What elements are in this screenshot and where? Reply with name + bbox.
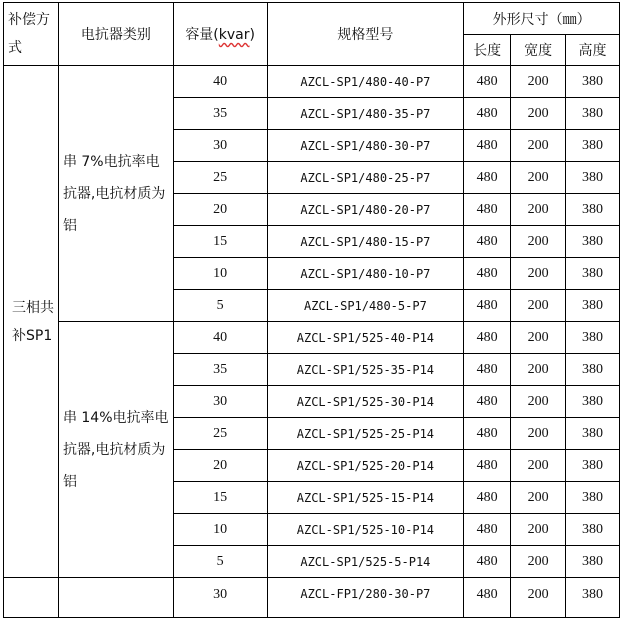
- model-cell: AZCL-SP1/480-5-P7: [267, 290, 464, 322]
- header-method-label: 补偿方式: [8, 12, 50, 56]
- capacity-cell: 5: [173, 546, 267, 578]
- height-cell: 380: [566, 482, 620, 514]
- capacity-cell: 35: [173, 98, 267, 130]
- model-cell: AZCL-SP1/525-5-P14: [267, 546, 464, 578]
- capacity-cell: 30: [173, 578, 267, 618]
- table-row: [4, 322, 620, 354]
- width-cell: 200: [511, 354, 566, 386]
- capacity-cell: 5: [173, 290, 267, 322]
- width-cell: 200: [511, 66, 566, 98]
- height-cell: 380: [566, 130, 620, 162]
- height-cell: 380: [566, 66, 620, 98]
- model-cell: AZCL-SP1/480-25-P7: [267, 162, 464, 194]
- model-cell: AZCL-SP1/525-30-P14: [267, 386, 464, 418]
- capacity-cell: 30: [173, 386, 267, 418]
- length-cell: 480: [464, 514, 511, 546]
- height-cell: 380: [566, 418, 620, 450]
- model-cell: AZCL-SP1/525-20-P14: [267, 450, 464, 482]
- category-cell: 串 14%电抗率电抗器,电抗材质为铝: [58, 322, 173, 578]
- width-cell: 200: [511, 482, 566, 514]
- model-cell: AZCL-SP1/525-15-P14: [267, 482, 464, 514]
- width-cell: 200: [511, 226, 566, 258]
- capacity-cell: 30: [173, 130, 267, 162]
- model-cell: AZCL-SP1/525-25-P14: [267, 418, 464, 450]
- capacity-cell: 15: [173, 226, 267, 258]
- width-cell: 200: [511, 386, 566, 418]
- height-cell: 380: [566, 162, 620, 194]
- capacity-cell: 40: [173, 66, 267, 98]
- model-cell: AZCL-SP1/480-30-P7: [267, 130, 464, 162]
- model-cell: AZCL-FP1/280-30-P7: [267, 578, 464, 618]
- header-width: 宽度: [511, 35, 566, 66]
- model-cell: AZCL-SP1/480-20-P7: [267, 194, 464, 226]
- width-cell: 200: [511, 290, 566, 322]
- length-cell: 480: [464, 258, 511, 290]
- capacity-cell: 15: [173, 482, 267, 514]
- table-body: [4, 66, 620, 618]
- height-cell: 380: [566, 290, 620, 322]
- width-cell: 200: [511, 546, 566, 578]
- length-cell: 480: [464, 66, 511, 98]
- header-dimensions: 外形尺寸（㎜）: [464, 3, 620, 35]
- length-cell: 480: [464, 226, 511, 258]
- height-cell: 380: [566, 258, 620, 290]
- length-cell: 480: [464, 322, 511, 354]
- height-cell: 380: [566, 194, 620, 226]
- header-capacity-unit: kvar: [218, 27, 250, 43]
- capacity-cell: 10: [173, 514, 267, 546]
- width-cell: 200: [511, 578, 566, 618]
- width-cell: 200: [511, 418, 566, 450]
- height-cell: 380: [566, 354, 620, 386]
- model-cell: AZCL-SP1/480-15-P7: [267, 226, 464, 258]
- length-cell: 480: [464, 386, 511, 418]
- height-cell: 380: [566, 450, 620, 482]
- empty-cell: [4, 578, 59, 618]
- method-cell: 三相共补SP1: [4, 66, 59, 578]
- height-cell: 380: [566, 546, 620, 578]
- table-row: [4, 66, 620, 98]
- width-cell: 200: [511, 258, 566, 290]
- width-cell: 200: [511, 450, 566, 482]
- width-cell: 200: [511, 162, 566, 194]
- length-cell: 480: [464, 546, 511, 578]
- length-cell: 480: [464, 354, 511, 386]
- model-cell: AZCL-SP1/525-10-P14: [267, 514, 464, 546]
- model-cell: AZCL-SP1/480-40-P7: [267, 66, 464, 98]
- capacity-cell: 25: [173, 418, 267, 450]
- height-cell: 380: [566, 514, 620, 546]
- width-cell: 200: [511, 322, 566, 354]
- model-cell: AZCL-SP1/525-35-P14: [267, 354, 464, 386]
- header-length: 长度: [464, 35, 511, 66]
- header-capacity-prefix: 容量(: [185, 27, 219, 43]
- height-cell: 380: [566, 578, 620, 618]
- length-cell: 480: [464, 290, 511, 322]
- model-cell: AZCL-SP1/480-35-P7: [267, 98, 464, 130]
- header-capacity: [173, 3, 267, 66]
- header-capacity-suffix: ): [249, 27, 255, 43]
- table-row: [4, 578, 620, 618]
- model-cell: AZCL-SP1/480-10-P7: [267, 258, 464, 290]
- capacity-cell: 10: [173, 258, 267, 290]
- length-cell: 480: [464, 418, 511, 450]
- length-cell: 480: [464, 98, 511, 130]
- header-model: 规格型号: [267, 3, 464, 66]
- length-cell: 480: [464, 162, 511, 194]
- header-row-1: [4, 3, 620, 35]
- width-cell: 200: [511, 130, 566, 162]
- length-cell: 480: [464, 194, 511, 226]
- height-cell: 380: [566, 226, 620, 258]
- header-method: [4, 3, 59, 66]
- height-cell: 380: [566, 322, 620, 354]
- height-cell: 380: [566, 98, 620, 130]
- header-category: 电抗器类别: [58, 3, 173, 66]
- empty-cell: [58, 578, 173, 618]
- length-cell: 480: [464, 578, 511, 618]
- capacity-cell: 40: [173, 322, 267, 354]
- spec-table: [3, 2, 620, 618]
- capacity-cell: 25: [173, 162, 267, 194]
- model-cell: AZCL-SP1/525-40-P14: [267, 322, 464, 354]
- capacity-cell: 35: [173, 354, 267, 386]
- capacity-cell: 20: [173, 194, 267, 226]
- length-cell: 480: [464, 482, 511, 514]
- capacity-cell: 20: [173, 450, 267, 482]
- length-cell: 480: [464, 130, 511, 162]
- width-cell: 200: [511, 514, 566, 546]
- header-height: 高度: [566, 35, 620, 66]
- width-cell: 200: [511, 98, 566, 130]
- length-cell: 480: [464, 450, 511, 482]
- width-cell: 200: [511, 194, 566, 226]
- category-cell: 串 7%电抗率电抗器,电抗材质为铝: [58, 66, 173, 322]
- height-cell: 380: [566, 386, 620, 418]
